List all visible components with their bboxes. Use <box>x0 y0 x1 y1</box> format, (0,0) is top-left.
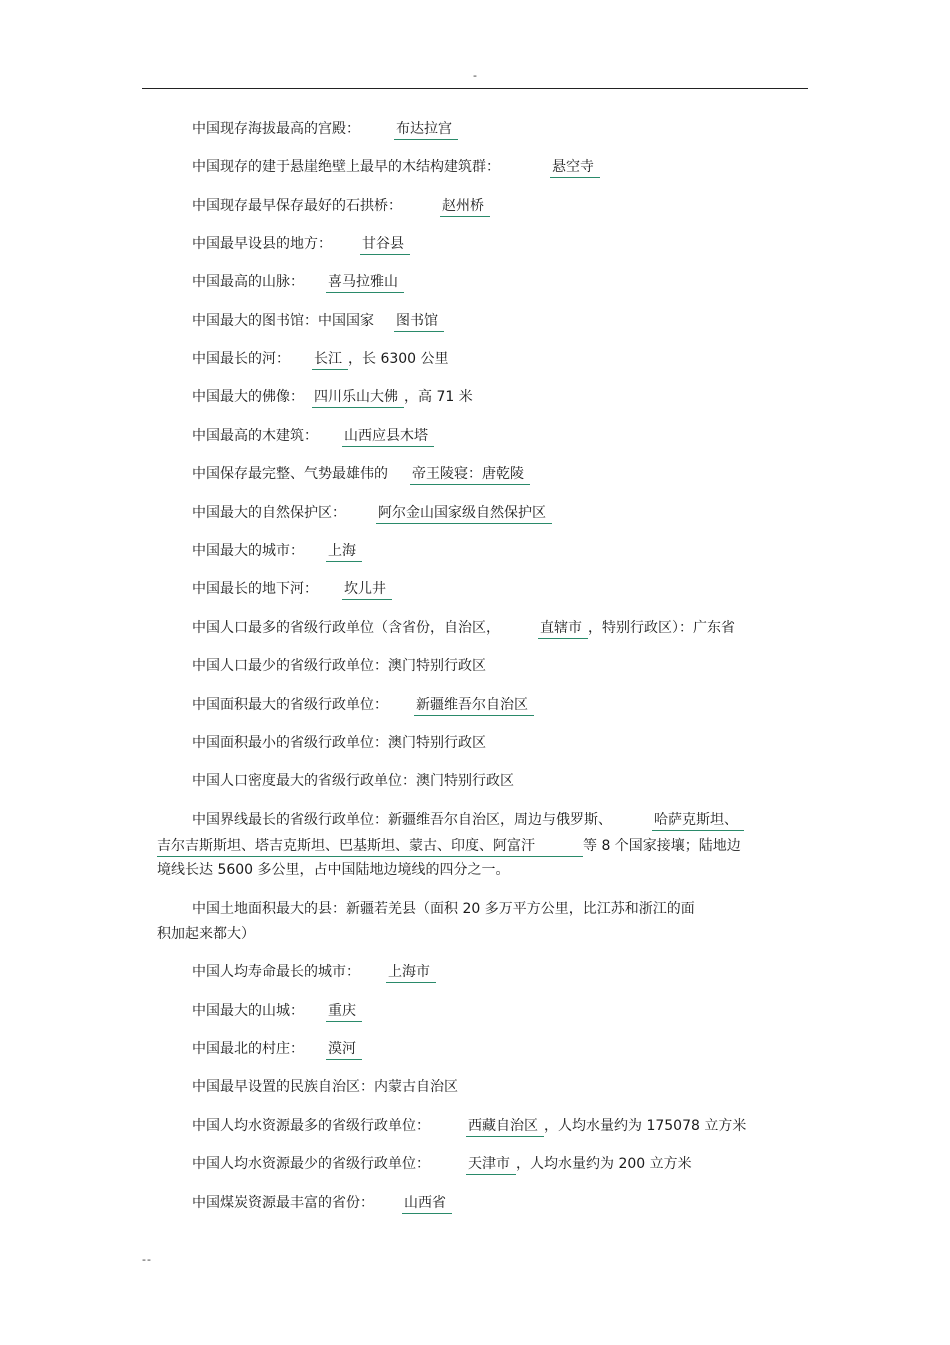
fact-question: 中国人均水资源最多的省级行政单位： <box>192 1118 430 1134</box>
fact-line <box>192 580 392 600</box>
fact-answer: 坎儿井 <box>342 580 392 600</box>
fact-line <box>192 1078 458 1096</box>
fact-question: 中国界线最长的省级行政单位：新疆维吾尔自治区，周边与俄罗斯、 <box>192 812 612 828</box>
fact-question: 中国人口最少的省级行政单位：澳门特别行政区 <box>192 658 486 674</box>
fact-answer: 阿尔金山国家级自然保护区 <box>376 504 552 524</box>
fact-line <box>192 388 473 408</box>
fact-question: 中国最北的村庄： <box>192 1041 304 1057</box>
paragraph-line: 中国土地面积最大的县：新疆若羌县（面积 20 多万平方公里，比江苏和浙江的面 <box>192 901 695 917</box>
fact-line <box>192 542 362 562</box>
fact-question: 中国现存的建于悬崖绝壁上最早的木结构建筑群： <box>192 159 500 175</box>
fact-answer: 图书馆 <box>394 312 444 332</box>
fact-line <box>192 197 490 217</box>
fact-answer: 山西省 <box>402 1194 452 1214</box>
fact-detail: ，高 71 米 <box>404 389 473 405</box>
fact-question: 中国最大的佛像： <box>192 389 304 405</box>
fact-line <box>192 235 410 255</box>
fact-detail: ，人均水量约为 175078 立方米 <box>544 1118 747 1134</box>
fact-detail: ，人均水量约为 200 立方米 <box>516 1156 692 1172</box>
fact-answer: 新疆维吾尔自治区 <box>414 696 534 716</box>
header-mark: - <box>473 69 477 82</box>
fact-question: 中国煤炭资源最丰富的省份： <box>192 1195 374 1211</box>
fact-line <box>192 619 735 639</box>
fact-answer: 天津市 <box>466 1155 516 1175</box>
fact-answer: 赵州桥 <box>440 197 490 217</box>
fact-line <box>192 504 552 524</box>
fact-question: 中国现存最早保存最好的石拱桥： <box>192 198 402 214</box>
fact-line <box>192 1040 362 1060</box>
fact-line <box>192 963 436 983</box>
fact-answer: 长江 <box>312 350 348 370</box>
fact-answer: 西藏自治区 <box>466 1117 544 1137</box>
fact-question: 中国最大的山城： <box>192 1003 304 1019</box>
fact-answer: 悬空寺 <box>550 158 600 178</box>
fact-question: 中国面积最小的省级行政单位：澳门特别行政区 <box>192 735 486 751</box>
fact-question: 中国最长的地下河： <box>192 581 318 597</box>
fact-line <box>192 772 514 790</box>
fact-answer: 重庆 <box>326 1002 362 1022</box>
fact-question: 中国最大的自然保护区： <box>192 505 346 521</box>
fact-answer: 哈萨克斯坦、 <box>652 811 744 831</box>
fact-question: 中国最早设县的地方： <box>192 236 332 252</box>
fact-question: 中国人均水资源最少的省级行政单位： <box>192 1156 430 1172</box>
fact-detail: ，长 6300 公里 <box>348 351 449 367</box>
fact-question: 中国人均寿命最长的城市： <box>192 964 360 980</box>
paragraph-line <box>157 837 741 857</box>
fact-answer: 布达拉宫 <box>394 120 458 140</box>
fact-answer: 帝王陵寝：唐乾陵 <box>410 465 530 485</box>
fact-line <box>192 427 434 447</box>
fact-answer: 四川乐山大佛 <box>312 388 404 408</box>
fact-line <box>192 273 404 293</box>
fact-question: 中国最早设置的民族自治区：内蒙古自治区 <box>192 1079 458 1095</box>
fact-line <box>192 158 600 178</box>
fact-line <box>192 1117 746 1137</box>
fact-answer: 吉尔吉斯斯坦、塔吉克斯坦、巴基斯坦、蒙古、印度、阿富汗 <box>157 837 583 857</box>
fact-question: 中国保存最完整、气势最雄伟的 <box>192 466 388 482</box>
fact-line <box>192 312 444 332</box>
paragraph-line: 境线长达 5600 多公里，占中国陆地边境线的四分之一。 <box>157 862 510 878</box>
fact-line <box>192 657 486 675</box>
fact-answer: 喜马拉雅山 <box>326 273 404 293</box>
fact-question: 中国人口密度最大的省级行政单位：澳门特别行政区 <box>192 773 514 789</box>
fact-line <box>192 696 534 716</box>
fact-answer: 上海 <box>326 542 362 562</box>
fact-detail: 等 8 个国家接壤；陆地边 <box>583 838 741 854</box>
fact-detail: ，特别行政区）：广东省 <box>588 620 735 636</box>
fact-answer: 直辖市 <box>538 619 588 639</box>
footer-mark: -- <box>142 1253 152 1266</box>
header-rule <box>142 88 808 89</box>
fact-answer: 漠河 <box>326 1040 362 1060</box>
fact-answer: 上海市 <box>386 963 436 983</box>
fact-question: 中国最大的图书馆：中国国家 <box>192 313 374 329</box>
fact-question: 中国最高的木建筑： <box>192 428 318 444</box>
fact-line <box>192 1194 452 1214</box>
fact-line <box>192 350 449 370</box>
fact-question: 中国现存海拔最高的宫殿： <box>192 121 360 137</box>
fact-answer: 山西应县木塔 <box>342 427 434 447</box>
fact-line <box>192 734 486 752</box>
fact-line <box>192 465 530 485</box>
fact-line <box>192 120 458 140</box>
fact-question: 中国最高的山脉： <box>192 274 304 290</box>
fact-question: 中国面积最大的省级行政单位： <box>192 697 388 713</box>
fact-line <box>192 1155 692 1175</box>
fact-question: 中国人口最多的省级行政单位（含省份，自治区， <box>192 620 500 636</box>
fact-question: 中国最长的河： <box>192 351 290 367</box>
fact-line <box>192 1002 362 1022</box>
fact-question: 中国最大的城市： <box>192 543 304 559</box>
paragraph-line <box>192 811 744 831</box>
fact-answer: 甘谷县 <box>360 235 410 255</box>
paragraph-line: 积加起来都大） <box>157 926 255 942</box>
